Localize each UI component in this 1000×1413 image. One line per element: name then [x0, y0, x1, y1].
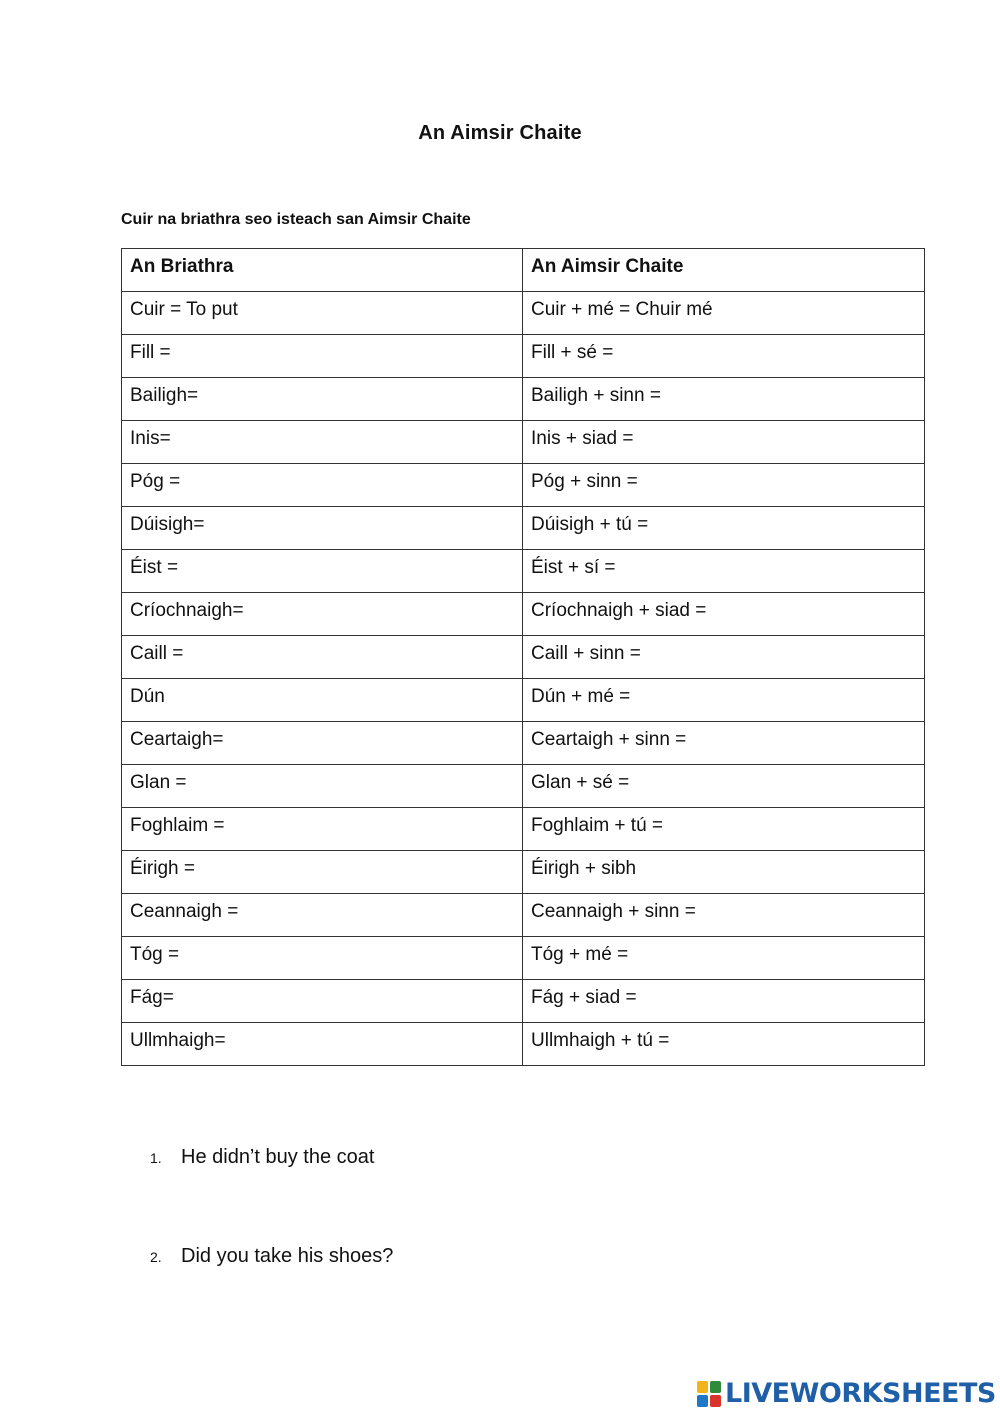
table-row — [122, 550, 925, 593]
question-2 — [150, 1245, 393, 1268]
verb-cell: Foghlaim = — [122, 808, 523, 851]
verb-cell: Caill = — [122, 636, 523, 679]
header-verb: An Briathra — [122, 249, 523, 292]
table-row — [122, 464, 925, 507]
past-tense-cell: Fág + siad = — [523, 980, 925, 1023]
table-row — [122, 894, 925, 937]
verb-cell: Ceannaigh = — [122, 894, 523, 937]
instruction-text: Cuir na briathra seo isteach san Aimsir Chaite — [121, 211, 471, 228]
logo-square-red — [710, 1395, 721, 1407]
verb-cell: Ullmhaigh= — [122, 1023, 523, 1066]
page-title: An Aimsir Chaite — [418, 122, 582, 144]
question-number: 1. — [150, 1150, 162, 1166]
table-row — [122, 378, 925, 421]
table-row — [122, 593, 925, 636]
past-tense-cell: Cuir + mé = Chuir mé — [523, 292, 925, 335]
verb-cell: Críochnaigh= — [122, 593, 523, 636]
question-1 — [150, 1146, 374, 1169]
logo-square-yellow — [697, 1381, 708, 1393]
liveworksheets-logo-icon — [697, 1381, 721, 1407]
past-tense-cell: Ullmhaigh + tú = — [523, 1023, 925, 1066]
question-number: 2. — [150, 1249, 162, 1265]
verb-cell: Éist = — [122, 550, 523, 593]
past-tense-cell: Póg + sinn = — [523, 464, 925, 507]
past-tense-cell: Bailigh + sinn = — [523, 378, 925, 421]
table-row — [122, 808, 925, 851]
past-tense-cell: Fill + sé = — [523, 335, 925, 378]
question-text: Did you take his shoes? — [181, 1245, 394, 1267]
table-row — [122, 292, 925, 335]
verb-cell: Póg = — [122, 464, 523, 507]
question-text: He didn’t buy the coat — [181, 1146, 375, 1168]
table-row — [122, 765, 925, 808]
verb-cell: Inis= — [122, 421, 523, 464]
verb-cell: Fág= — [122, 980, 523, 1023]
past-tense-cell: Éirigh + sibh — [523, 851, 925, 894]
liveworksheets-logo[interactable] — [697, 1378, 996, 1409]
table-header-row — [122, 249, 925, 292]
header-past-tense: An Aimsir Chaite — [523, 249, 925, 292]
verb-table — [121, 248, 925, 1066]
past-tense-cell: Ceartaigh + sinn = — [523, 722, 925, 765]
table-row — [122, 722, 925, 765]
past-tense-cell: Ceannaigh + sinn = — [523, 894, 925, 937]
past-tense-cell: Tóg + mé = — [523, 937, 925, 980]
table-row — [122, 507, 925, 550]
table-row — [122, 679, 925, 722]
verb-cell: Fill = — [122, 335, 523, 378]
past-tense-cell: Foghlaim + tú = — [523, 808, 925, 851]
verb-cell: Bailigh= — [122, 378, 523, 421]
table-row — [122, 421, 925, 464]
past-tense-cell: Dún + mé = — [523, 679, 925, 722]
table-row — [122, 980, 925, 1023]
verb-cell: Ceartaigh= — [122, 722, 523, 765]
table-row — [122, 937, 925, 980]
verb-cell: Dúisigh= — [122, 507, 523, 550]
verb-cell: Glan = — [122, 765, 523, 808]
verb-cell: Éirigh = — [122, 851, 523, 894]
past-tense-cell: Glan + sé = — [523, 765, 925, 808]
logo-square-blue — [697, 1395, 708, 1407]
past-tense-cell: Críochnaigh + siad = — [523, 593, 925, 636]
table-row — [122, 1023, 925, 1066]
verb-cell: Cuir = To put — [122, 292, 523, 335]
table-row — [122, 851, 925, 894]
verb-cell: Tóg = — [122, 937, 523, 980]
logo-square-green — [710, 1381, 721, 1393]
past-tense-cell: Éist + sí = — [523, 550, 925, 593]
table-row — [122, 636, 925, 679]
table-row — [122, 335, 925, 378]
past-tense-cell: Inis + siad = — [523, 421, 925, 464]
past-tense-cell: Dúisigh + tú = — [523, 507, 925, 550]
verb-cell: Dún — [122, 679, 523, 722]
logo-text: LIVEWORKSHEETS — [725, 1378, 996, 1409]
past-tense-cell: Caill + sinn = — [523, 636, 925, 679]
